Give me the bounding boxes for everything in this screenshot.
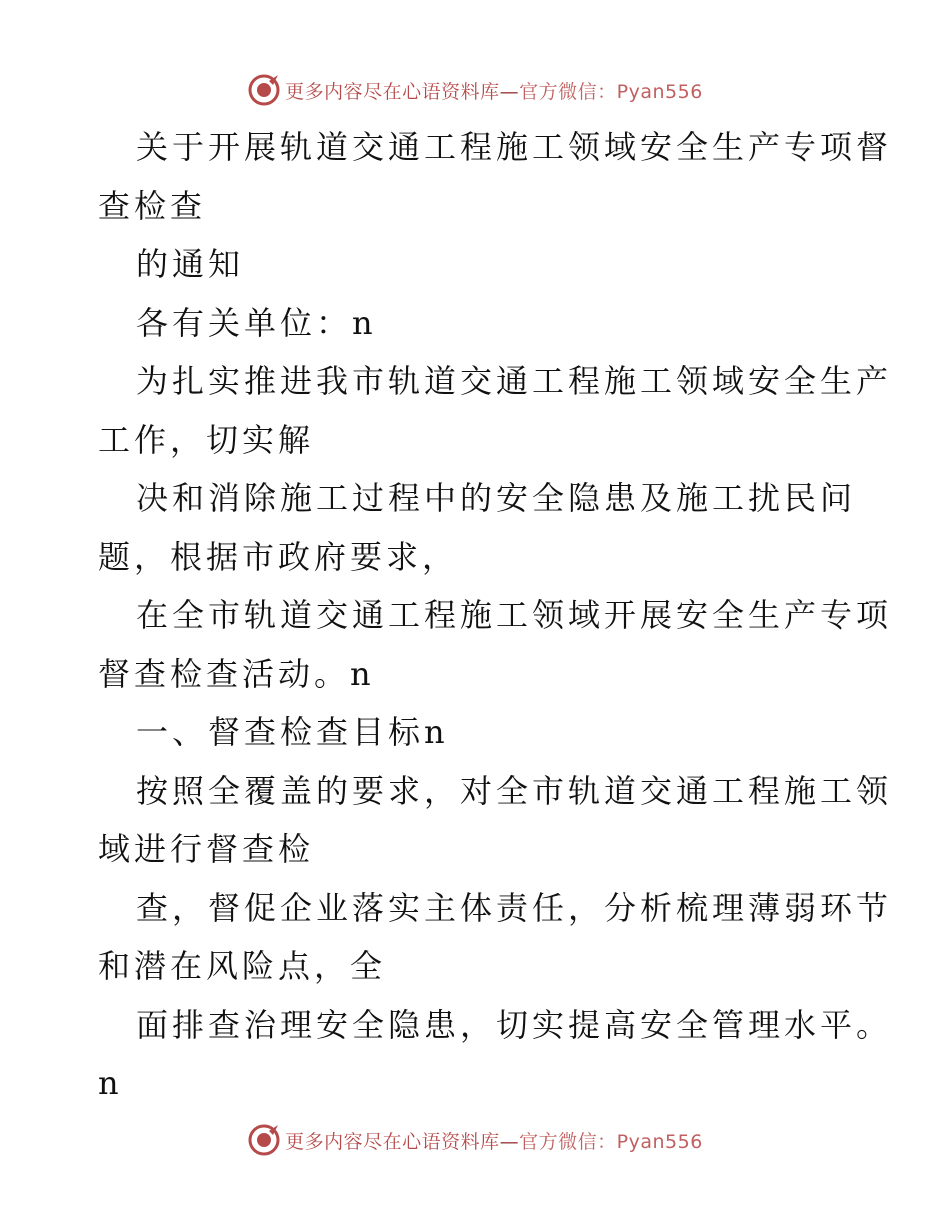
doc-line: 题，根据市政府要求， [98,537,459,576]
brush-circle-logo-icon [247,73,281,107]
doc-line: 各有关单位：n [136,303,377,342]
doc-line: 的通知 [136,245,245,283]
banner-text [285,1127,703,1154]
banner-wechat-text: 官方微信：Pyan556 [519,1130,703,1153]
doc-line: 工作，切实解 [98,420,315,459]
banner-separator: — [499,1130,520,1153]
banner-text [285,77,703,104]
document-body [98,118,893,1113]
banner-main-text: 更多内容尽在心语资料库 [285,1130,500,1153]
doc-line: 督查检查活动。n [98,654,375,693]
doc-line: 和潜在风险点，全 [98,947,387,985]
doc-line: 按照全覆盖的要求，对全市轨道交通工程施工领 [136,771,893,810]
brush-circle-logo-icon [247,1123,281,1157]
doc-line: 查检查 [98,186,207,225]
banner-main-text: 更多内容尽在心语资料库 [285,80,500,103]
footer-banner [0,1120,950,1160]
doc-line: 关于开展轨道交通工程施工领域安全生产专项督 [136,128,893,166]
banner-separator: — [499,80,520,103]
doc-line: 在全市轨道交通工程施工领域开展安全生产专项 [136,596,893,634]
doc-line: 面排查治理安全隐患，切实提高安全管理水平。 [136,1005,893,1044]
banner-wechat-text: 官方微信：Pyan556 [519,80,703,103]
header-banner [0,70,950,110]
doc-line: n [98,1064,123,1102]
doc-line: 查，督促企业落实主体责任，分析梳理薄弱环节 [136,888,893,927]
doc-line: 为扎实推进我市轨道交通工程施工领域安全生产 [136,362,893,400]
doc-line: 一、督查检查目标n [136,713,449,751]
doc-line: 域进行督查检 [98,830,315,868]
doc-line: 决和消除施工过程中的安全隐患及施工扰民问 [136,479,857,517]
